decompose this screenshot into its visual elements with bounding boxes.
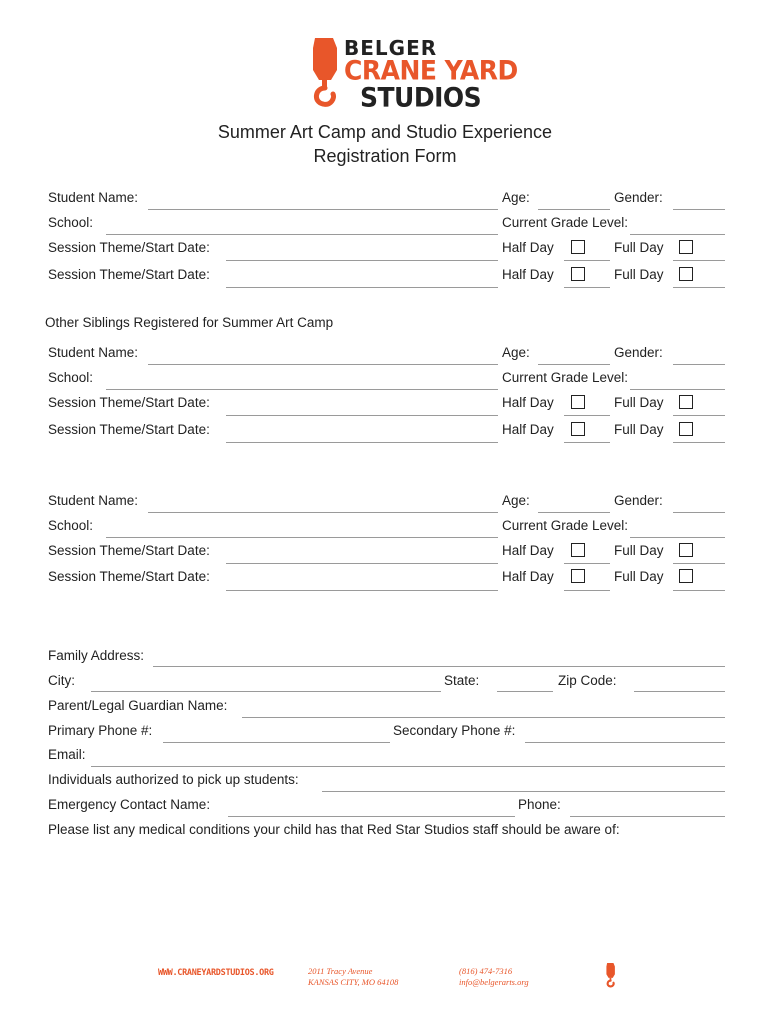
gender-label: Gender: <box>614 345 663 360</box>
full-day-checkbox[interactable] <box>679 267 693 281</box>
grade-label: Current Grade Level: <box>502 370 629 385</box>
session-field[interactable] <box>226 590 498 591</box>
full-day-checkbox[interactable] <box>679 569 693 583</box>
city-label: City: <box>48 673 75 688</box>
primary-phone-field[interactable] <box>163 742 390 743</box>
student-name-label: Student Name: <box>48 190 139 205</box>
half-day-checkbox[interactable] <box>571 569 585 583</box>
full-day-checkbox[interactable] <box>679 240 693 254</box>
session-label: Session Theme/Start Date: <box>48 543 210 558</box>
full-day-underline <box>673 563 725 564</box>
gender-field[interactable] <box>673 209 725 210</box>
half-day-checkbox[interactable] <box>571 543 585 557</box>
guardian-label: Parent/Legal Guardian Name: <box>48 698 228 713</box>
school-label: School: <box>48 370 94 385</box>
family-address-field[interactable] <box>153 666 725 667</box>
crane-hook-icon <box>309 36 343 108</box>
footer-url[interactable]: WWW.CRANEYARDSTUDIOS.ORG <box>158 968 274 978</box>
footer-email[interactable]: info@belgerarts.org <box>459 977 529 987</box>
half-day-underline <box>564 563 610 564</box>
half-day-label: Half Day <box>502 395 554 410</box>
footer-phone: (816) 474-7316 <box>459 966 513 976</box>
school-field[interactable] <box>106 537 498 538</box>
session-field[interactable] <box>226 287 498 288</box>
emergency-contact-field[interactable] <box>228 816 515 817</box>
pickup-field[interactable] <box>322 791 725 792</box>
gender-label: Gender: <box>614 493 663 508</box>
student-name-label: Student Name: <box>48 345 139 360</box>
session-label: Session Theme/Start Date: <box>48 422 210 437</box>
email-field[interactable] <box>91 766 725 767</box>
form-subtitle: Registration Form <box>313 146 457 166</box>
full-day-label: Full Day <box>614 395 664 410</box>
family-address-label: Family Address: <box>48 648 145 663</box>
footer-crane-hook-icon <box>605 962 617 988</box>
school-label: School: <box>48 518 94 533</box>
zip-label: Zip Code: <box>558 673 617 688</box>
grade-field[interactable] <box>630 389 725 390</box>
full-day-label: Full Day <box>614 267 664 282</box>
full-day-underline <box>673 590 725 591</box>
grade-field[interactable] <box>630 234 725 235</box>
session-label: Session Theme/Start Date: <box>48 569 210 584</box>
state-label: State: <box>444 673 480 688</box>
pickup-label: Individuals authorized to pick up students: <box>48 772 299 787</box>
half-day-label: Half Day <box>502 543 554 558</box>
half-day-label: Half Day <box>502 422 554 437</box>
full-day-underline <box>673 442 725 443</box>
age-label: Age: <box>502 493 530 508</box>
city-field[interactable] <box>91 691 441 692</box>
gender-field[interactable] <box>673 512 725 513</box>
zip-field[interactable] <box>634 691 725 692</box>
age-label: Age: <box>502 190 530 205</box>
secondary-phone-label: Secondary Phone #: <box>393 723 516 738</box>
brand-line1: BELGER <box>344 36 438 60</box>
age-field[interactable] <box>538 364 610 365</box>
half-day-label: Half Day <box>502 267 554 282</box>
half-day-label: Half Day <box>502 240 554 255</box>
session-field[interactable] <box>226 415 498 416</box>
grade-label: Current Grade Level: <box>502 518 629 533</box>
student-name-field[interactable] <box>148 209 498 210</box>
full-day-checkbox[interactable] <box>679 395 693 409</box>
half-day-label: Half Day <box>502 569 554 584</box>
age-field[interactable] <box>538 209 610 210</box>
half-day-underline <box>564 590 610 591</box>
full-day-label: Full Day <box>614 543 664 558</box>
session-label: Session Theme/Start Date: <box>48 240 210 255</box>
half-day-underline <box>564 260 610 261</box>
full-day-label: Full Day <box>614 422 664 437</box>
session-field[interactable] <box>226 442 498 443</box>
emergency-contact-label: Emergency Contact Name: <box>48 797 211 812</box>
gender-field[interactable] <box>673 364 725 365</box>
school-field[interactable] <box>106 234 498 235</box>
footer-address-line1: 2011 Tracy Avenue <box>308 966 373 976</box>
footer-address-line2: KANSAS CITY, MO 64108 <box>308 977 399 987</box>
half-day-checkbox[interactable] <box>571 267 585 281</box>
half-day-checkbox[interactable] <box>571 422 585 436</box>
half-day-checkbox[interactable] <box>571 395 585 409</box>
emergency-phone-field[interactable] <box>570 816 725 817</box>
school-field[interactable] <box>106 389 498 390</box>
guardian-field[interactable] <box>242 717 725 718</box>
full-day-underline <box>673 415 725 416</box>
state-field[interactable] <box>497 691 553 692</box>
session-field[interactable] <box>226 260 498 261</box>
siblings-heading: Other Siblings Registered for Summer Art Camp <box>45 315 334 330</box>
full-day-checkbox[interactable] <box>679 422 693 436</box>
brand-line2: CRANE YARD <box>344 55 518 86</box>
full-day-label: Full Day <box>614 240 664 255</box>
session-label: Session Theme/Start Date: <box>48 395 210 410</box>
half-day-checkbox[interactable] <box>571 240 585 254</box>
student-name-field[interactable] <box>148 364 498 365</box>
student-name-label: Student Name: <box>48 493 139 508</box>
form-title: Summer Art Camp and Studio Experience <box>217 122 553 142</box>
half-day-underline <box>564 442 610 443</box>
full-day-underline <box>673 260 725 261</box>
medical-conditions-label: Please list any medical conditions your child has that Red Star Studios staff should be aware of: <box>48 822 620 837</box>
full-day-underline <box>673 287 725 288</box>
secondary-phone-field[interactable] <box>525 742 725 743</box>
session-field[interactable] <box>226 563 498 564</box>
brand-line3: STUDIOS <box>360 82 482 113</box>
primary-phone-label: Primary Phone #: <box>48 723 153 738</box>
student-name-field[interactable] <box>148 512 498 513</box>
half-day-underline <box>564 415 610 416</box>
phone-label: Phone: <box>518 797 561 812</box>
grade-field[interactable] <box>630 537 725 538</box>
age-label: Age: <box>502 345 530 360</box>
email-label: Email: <box>48 747 86 762</box>
half-day-underline <box>564 287 610 288</box>
age-field[interactable] <box>538 512 610 513</box>
session-label: Session Theme/Start Date: <box>48 267 210 282</box>
grade-label: Current Grade Level: <box>502 215 629 230</box>
gender-label: Gender: <box>614 190 663 205</box>
full-day-checkbox[interactable] <box>679 543 693 557</box>
school-label: School: <box>48 215 94 230</box>
full-day-label: Full Day <box>614 569 664 584</box>
